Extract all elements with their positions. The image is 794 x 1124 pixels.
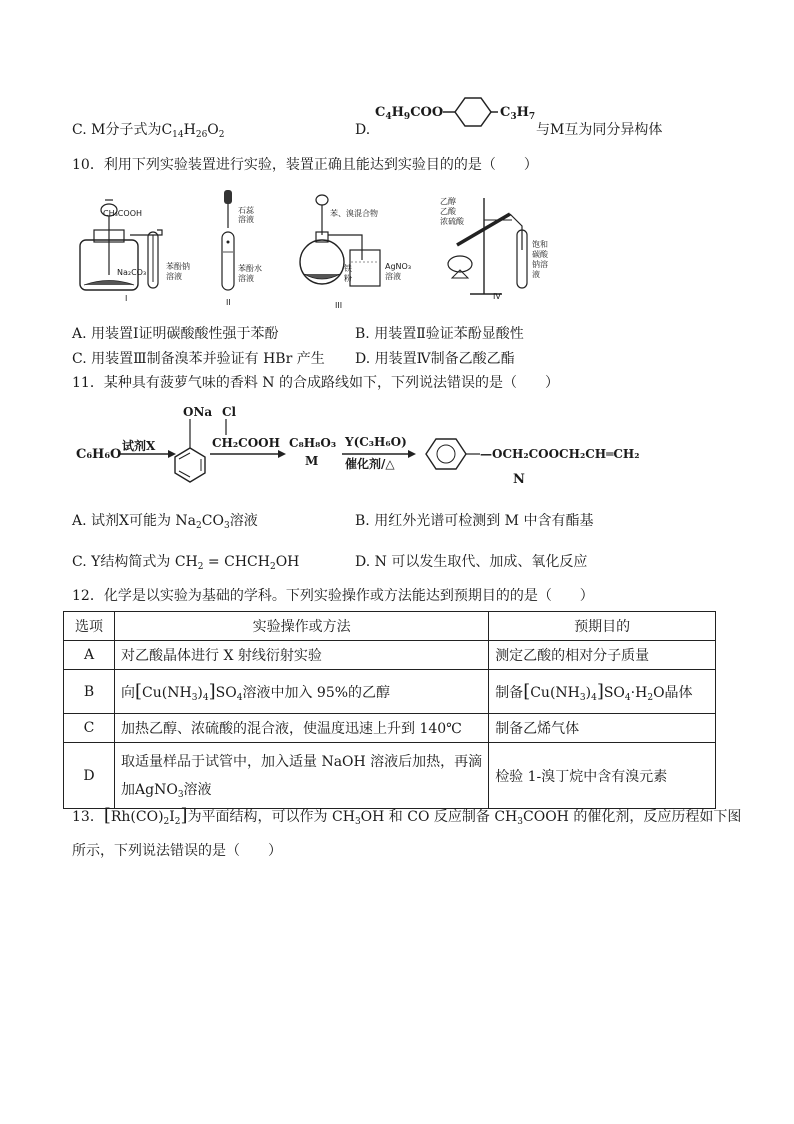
scheme-m-label: M [305, 454, 319, 468]
q10-option-d: D. 用装置Ⅳ制备乙酸乙酯 [355, 351, 515, 367]
app1-roman: I [125, 294, 128, 303]
q11-option-d: D. N 可以发生取代、加成、氧化反应 [355, 554, 588, 570]
apparatus-II [222, 190, 234, 290]
app2-label-1: 苯酚水 [238, 264, 262, 273]
app4-right-label-1: 饱和 [532, 240, 548, 249]
scheme-reagent-3-bottom: 催化剂/△ [345, 457, 395, 471]
scheme-n-chain: —OCH₂COOCH₂CH═CH₂ [480, 447, 640, 461]
scheme-start: C₆H₆O [76, 447, 122, 462]
app4-top-label-3: 浓硫酸 [440, 217, 464, 226]
row-d-method [115, 743, 489, 809]
q10-option-a: A. 用装置Ⅰ证明碳酸酸性强于苯酚 [72, 326, 279, 342]
row-a-method: 对乙酸晶体进行 X 射线衍射实验 [115, 641, 489, 670]
scheme-m-formula: C₈H₈O₃ [289, 436, 337, 450]
scheme-reagent-2-top: Cl [222, 405, 237, 419]
row-d-goal: 检验 1-溴丁烷中含有溴元素 [489, 743, 716, 809]
scheme-reagent-1: 试剂X [122, 439, 156, 453]
row-d-method-line-2: 加AgNO$_3$溶液 [121, 781, 212, 800]
table-row [64, 670, 716, 714]
row-b-goal: 制备$[Cu(NH_3)_4]SO_4\cdot H_2O$晶体 [489, 670, 716, 714]
scheme-n-label: N [513, 472, 525, 487]
cyclohexane-ring-icon [443, 94, 498, 134]
q11-scheme-drawing [70, 405, 490, 485]
q10-option-b: B. 用装置Ⅱ验证苯酚显酸性 [355, 326, 524, 342]
q12-stem: 12．化学是以实验为基础的学科。下列实验操作或方法能达到预期目的的是（ ） [72, 588, 594, 604]
table-row [64, 641, 716, 670]
q11-option-a: A. 试剂X可能为 $Na_2CO_3$溶液 [72, 513, 258, 531]
app2-top-label-2: 溶液 [238, 215, 254, 224]
row-a-option: A [64, 641, 115, 670]
app4-roman: IV [493, 292, 501, 301]
scheme-reagent-2: CH₂COOH [212, 436, 280, 450]
row-b-method: 向$[Cu(NH_3)_4]SO_4$溶液中加入 95%的乙醇 [115, 670, 489, 714]
table-header-method: 实验操作或方法 [115, 612, 489, 641]
table-header-goal: 预期目的 [489, 612, 716, 641]
row-c-option: C [64, 714, 115, 743]
app1-right-label-1: 苯酚钠 [166, 262, 190, 271]
app1-right-label-2: 溶液 [166, 272, 182, 281]
q10-apparatus-figure [72, 190, 712, 315]
q13-stem-line-2: 所示，下列说法错误的是（ ） [72, 843, 282, 859]
app3-right-label-1: AgNO₃ [385, 262, 412, 271]
benzene-ring-2 [426, 439, 466, 469]
apparatus-IV [448, 198, 527, 294]
q10-stem: 10．利用下列实验装置进行实验，装置正确且能达到实验目的的是（ ） [72, 157, 538, 173]
q9-option-d-letter: D. [355, 122, 371, 138]
app4-right-label-2: 碳酸 [532, 250, 548, 259]
app4-top-label-1: 乙醇 [440, 197, 456, 206]
app4-top-label-2: 乙酸 [440, 207, 456, 216]
app3-top-label: 苯、溴混合物 [330, 209, 378, 218]
q9-option-d-text: 与M互为同分异构体 [536, 122, 663, 138]
q9-option-d-propyl: $C_3H_7$ [500, 105, 536, 122]
row-c-method: 加热乙醇、浓硫酸的混合液，使温度迅速上升到 140℃ [115, 714, 489, 743]
q13-stem-line-1: 13．$[Rh(CO)_2I_2]$为平面结构，可以作为 $CH_3OH$ 和 CO 反应制备 $CH_3COOH$ 的催化剂，反应历程如下图 [72, 805, 742, 827]
app1-left-label: Na₂CO₃ [117, 268, 147, 277]
app2-label-2: 溶液 [238, 274, 254, 283]
table-row [64, 743, 716, 809]
q11-stem: 11．某种具有菠萝气味的香料 N 的合成路线如下，下列说法错误的是（ ） [72, 375, 559, 391]
scheme-ona: ONa [183, 405, 213, 419]
app4-right-label-3: 钠溶 [532, 260, 548, 269]
q11-option-b: B. 用红外光谱可检测到 M 中含有酯基 [355, 513, 594, 529]
app2-roman: II [226, 298, 231, 307]
row-d-option: D [64, 743, 115, 809]
app3-left-label-2: 粉 [344, 274, 352, 283]
app3-right-label-2: 溶液 [385, 272, 401, 281]
table-row [64, 714, 716, 743]
row-d-method-line-1: 取适量样品于试管中，加入适量 NaOH 溶液后加热，再滴 [121, 753, 483, 770]
table-header-row [64, 612, 716, 641]
q12-table [63, 611, 716, 809]
app2-top-label-1: 石蕊 [238, 206, 254, 215]
q10-option-c: C. 用装置Ⅲ制备溴苯并验证有 HBr 产生 [72, 351, 325, 367]
table-header-option: 选项 [64, 612, 115, 641]
q11-option-c: C. Y结构简式为 $CH_2$ = $CHCH_2OH$ [72, 554, 300, 572]
row-a-goal: 测定乙酸的相对分子质量 [489, 641, 716, 670]
row-c-goal: 制备乙烯气体 [489, 714, 716, 743]
row-b-option: B [64, 670, 115, 714]
q9-option-d-structure: $C_4H_9COO$ [375, 105, 444, 122]
app3-left-label-1: 铁 [344, 264, 352, 273]
q9-option-c: C. M分子式为$C_{14}H_{26}O_2$ [72, 122, 225, 140]
app4-right-label-4: 液 [532, 270, 540, 279]
app3-roman: III [335, 301, 343, 310]
scheme-reagent-3-top: Y(C₃H₆O) [345, 435, 407, 449]
app1-top-label: CH₃COOH [103, 209, 143, 218]
